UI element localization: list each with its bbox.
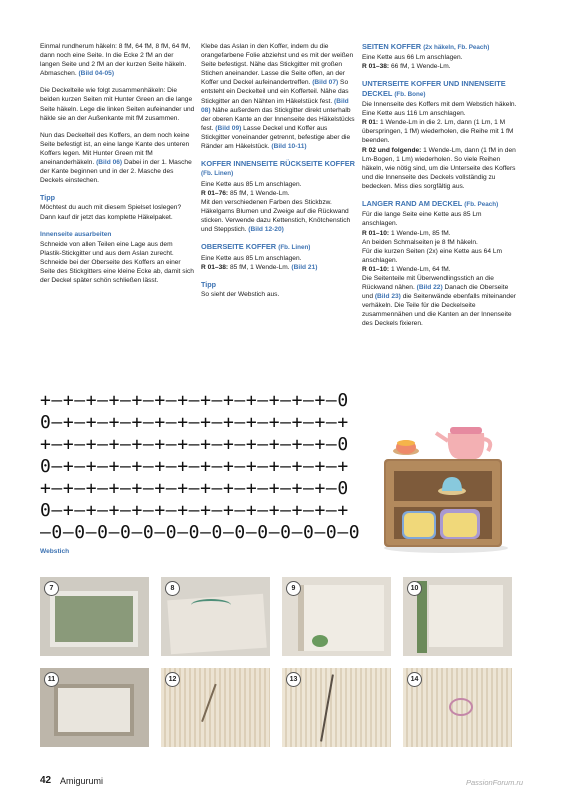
paragraph: Einmal rundherum häkeln: 8 fM, 64 fM, 8 fM, 64 fM, dann noch eine Seite. In die Ecke 2 fM an der langen Seite und 2 fM an der kurzen Seite häkeln. Abmaschen. (Bild 04-05) — [40, 43, 191, 78]
image-reference: (Bild 23) — [374, 293, 401, 301]
image-reference: (Bild 04-05) — [78, 70, 115, 78]
chart-row: 0‒+‒+‒+‒+‒+‒+‒+‒+‒+‒+‒+‒+‒+ — [40, 412, 349, 433]
paragraph: Eine Kette aus 85 Lm anschlagen. R 01–38: 85 fM, 1 Wende-Lm. (Bild 21) — [201, 254, 318, 271]
paragraph: Nun das Deckelteil des Koffers, an dem noch keine Seite befestigt ist, an eine lange Kante des unteren Koffers legen. Mit Hunter Green mit fM aneinanderhäkeln. (Bild 06) Dabei in der 1. Masche der Kante beginnen und in der 2. Masche des Deckels einstechen. — [40, 131, 192, 185]
paragraph: Schneide von allen Teilen eine Lage aus dem Plastik-Stickgitter und aus dem Aslan zurecht. Schneide bei der Oberseite des Koffers an einer Seite des Stickgitters eine kleine Ecke ab, damit sich der Deckel später schön schließen lässt. — [40, 240, 194, 285]
paragraph: Eine Kette aus 66 Lm anschlagen. R 01–38: 66 fM, 1 Wende-Lm. — [362, 54, 463, 71]
photo-detail — [191, 599, 231, 611]
chart-row: +‒+‒+‒+‒+‒+‒+‒+‒+‒+‒+‒+‒+‒0 — [40, 478, 349, 499]
step-photo-10 — [403, 577, 512, 656]
photo-number: 9 — [286, 581, 301, 596]
tip-heading: Tipp — [40, 193, 56, 203]
tip-text: Möchtest du auch mit diesem Spielset loslegen? Dann kauf dir jetzt das komplette Häkelpaket. — [40, 204, 182, 221]
photo-detail — [312, 635, 328, 647]
section-heading: SEITEN KOFFER (2x häkeln, Fb. Peach) — [362, 42, 490, 51]
step-photo-8 — [161, 577, 270, 656]
section-heading: UNTERSEITE KOFFER UND INNENSEITE DECKEL (Fb. Bone) — [362, 79, 506, 98]
step-photo-11 — [40, 668, 149, 747]
paragraph: Die Deckelteile wie folgt zusammenhäkeln: Die beiden kurzen Seiten mit Hunter Green an die lange Seite häkeln. Lege die linken Seiten aufeinander und häkle sie an der Außenkante mit fM zusammen. — [40, 87, 195, 122]
chart-row: +‒+‒+‒+‒+‒+‒+‒+‒+‒+‒+‒+‒+‒0 — [40, 434, 349, 455]
photo-detail — [298, 585, 384, 651]
photo-number: 7 — [44, 581, 59, 596]
image-reference: (Bild 09) — [215, 124, 242, 132]
image-reference: (Bild 12-20) — [248, 226, 284, 234]
photo-number: 13 — [286, 672, 301, 687]
shelf-photo — [376, 403, 516, 553]
photo-detail — [429, 585, 503, 647]
chart-row: 0‒+‒+‒+‒+‒+‒+‒+‒+‒+‒+‒+‒+‒+ — [40, 500, 349, 521]
step-photo-7 — [40, 577, 149, 656]
magazine-name: Amigurumi — [60, 776, 104, 786]
step-photo-13 — [282, 668, 391, 747]
photo-number: 8 — [165, 581, 180, 596]
page-number: 42 — [40, 775, 52, 786]
photo-number: 14 — [407, 672, 422, 687]
chart-row: +‒+‒+‒+‒+‒+‒+‒+‒+‒+‒+‒+‒+‒0 — [40, 390, 349, 411]
step-photo-9 — [282, 577, 391, 656]
paragraph: Für die lange Seite eine Kette aus 85 Lm anschlagen. R 01–10: 1 Wende-Lm, 85 fM. An beiden Schmalseiten je 8 fM häkeln. Für die kurzen Seiten (2x) eine Kette aus 64 Lm anschlagen. R 01–10: 1 Wende-Lm, 64 fM. Die Seitenteile mit Überwendlingsstich an die Rückwand nähen. (Bild 22) Danach die Oberseite und (Bild 23) die Seitenwände ebenfalls miteinander verhäkeln. Die Teile für die Deckelseite zusammennähen und die Kanten an der Innenseite des Deckels fixieren. — [362, 211, 516, 328]
text-column-2 — [201, 42, 356, 307]
section-subheading: Innenseite ausarbeiten — [40, 230, 112, 238]
shelf-illustration — [376, 403, 516, 553]
photo-number: 11 — [44, 672, 59, 687]
text-column-3 — [362, 42, 517, 337]
section-heading: OBERSEITE KOFFER (Fb. Linen) — [201, 242, 311, 252]
image-reference: (Bild 07) — [312, 79, 339, 87]
photo-number: 12 — [165, 672, 180, 687]
paragraph: Die Innenseite des Koffers mit dem Webstich häkeln. Eine Kette aus 116 Lm anschlagen. R 01: 1 Wende-Lm in die 2. Lm, dann (1 Lm, 1 M überspringen, 1 fM) wiederholen, die Reihe mit 1 fM beenden. R 02 und folgende: 1 Wende-Lm, dann (1 fM in den Lm-Bogen, 1 Lm) wiederholen. So viele Reihen häkeln, wie nötig sind, um die Unterseite des Koffers und die Innenseite des Deckels vollständig zu bedecken. Miss dies sorgfältig aus. — [362, 101, 517, 190]
photo-detail — [320, 674, 334, 741]
step-photo-12 — [161, 668, 270, 747]
tip-heading: Tipp — [201, 279, 217, 289]
chart-caption: Webstich — [40, 548, 70, 555]
image-reference: (Bild 10-11) — [271, 143, 307, 151]
section-heading: KOFFER INNENSEITE RÜCKSEITE KOFFER (Fb. Linen) — [201, 159, 355, 178]
image-reference: (Bild 08) — [201, 97, 349, 114]
photo-detail — [201, 684, 245, 733]
watermark: PassionForum.ru — [466, 778, 524, 787]
section-heading: LANGER RAND AM DECKEL (Fb. Peach) — [362, 199, 499, 209]
chart-row: 0‒+‒+‒+‒+‒+‒+‒+‒+‒+‒+‒+‒+‒+ — [40, 456, 349, 477]
image-reference: (Bild 21) — [291, 263, 318, 271]
webstich-stitch-chart — [40, 390, 361, 543]
text-column-1 — [40, 42, 195, 293]
paragraph: Klebe das Aslan in den Koffer, indem du die orangefarbene Folie abziehst und es mit der weißen Seite befestigst. Nähe das Stickgitter mit großen Stichen aneinander. Lasse die Seite offen, an der Koffer und Deckel aufeinandertreffen. (Bild 07) So entsteht ein Deckelteil und ein Kofferteil. Nähe das Stickgitter an den Nähten im Häkelstück fest. (Bild 08) Nähe außerdem das Stickgitter direkt unterhalb der oberen Kante an der Innenseite des Häkelstücks fest. (Bild 09) Lasse Deckel und Koffer aus Stickgitter voneinander getrennt, befestige aber die Ränder am Häkelstück. (Bild 10-11) — [201, 43, 355, 151]
image-reference: (Bild 22) — [416, 284, 443, 292]
step-photo-14 — [403, 668, 512, 747]
image-reference: (Bild 06) — [96, 159, 123, 167]
chart-row: ‒0‒0‒0‒0‒0‒0‒0‒0‒0‒0‒0‒0‒0‒0 — [40, 522, 361, 543]
photo-number: 10 — [407, 581, 422, 596]
photo-detail — [449, 698, 473, 716]
paragraph: Eine Kette aus 85 Lm anschlagen. R 01–76: 85 fM, 1 Wende-Lm. Mit den verschiedenen Farben des Stickbzw. Häkelgarns Blumen und Zweige auf die Rückwand sticken. Verwende dazu Kettenstich, Knötchenstich und Steppstich. (Bild 12-20) — [201, 180, 351, 234]
photo-detail — [54, 684, 134, 736]
tip-text: So sieht der Webstich aus. — [201, 290, 280, 298]
photo-detail — [50, 591, 138, 647]
